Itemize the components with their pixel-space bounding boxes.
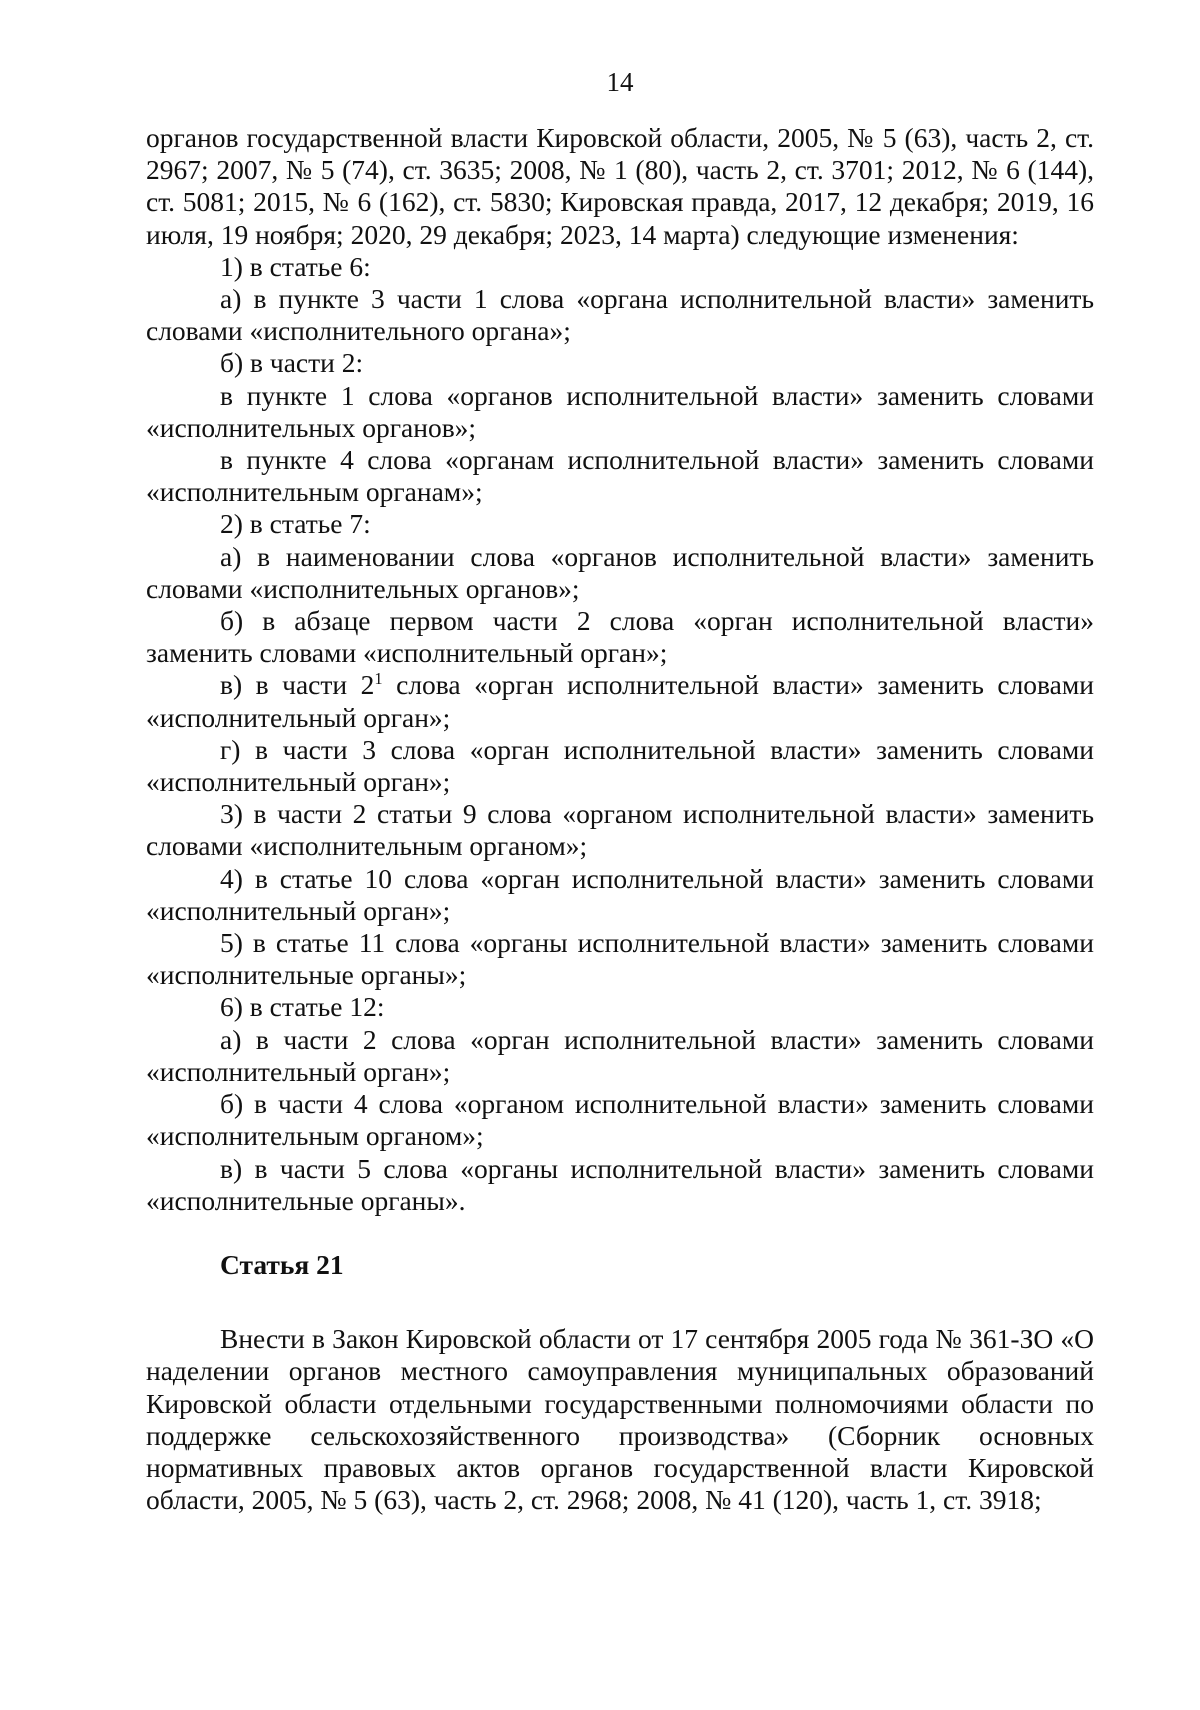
- paragraph-continuation: органов государственной власти Кировской области, 2005, № 5 (63), часть 2, ст. 2967; 2007, № 5 (74), ст. 3635; 2008, № 1 (80), часть 2, ст. 3701; 2012, № 6 (144), ст. 5081; 2015, № 6 (162), ст. 5830; Кировская правда, 2017, 12 декабря; 2019, 16 июля, 19 ноября; 2020, 29 декабря; 2023, 14 марта) следующие изменения:: [146, 122, 1094, 250]
- paragraph-item: 2) в статье 7:: [220, 508, 371, 540]
- paragraph-item: б) в части 4 слова «органом исполнительной власти» заменить словами «исполнительным органом»;: [146, 1088, 1094, 1152]
- paragraph-item: в пункте 4 слова «органам исполнительной власти» заменить словами «исполнительным органам»;: [146, 444, 1094, 508]
- paragraph-item: а) в части 2 слова «орган исполнительной власти» заменить словами «исполнительный орган»;: [146, 1023, 1094, 1087]
- paragraph-item: 3) в части 2 статьи 9 слова «органом исполнительной власти» заменить словами «исполнительным органом»;: [146, 798, 1094, 862]
- paragraph-item: 6) в статье 12:: [220, 991, 385, 1023]
- paragraph-item-superscript: [146, 669, 1094, 733]
- paragraph-item: 5) в статье 11 слова «органы исполнительной власти» заменить словами «исполнительные органы»;: [146, 927, 1094, 991]
- paragraph-item: а) в наименовании слова «органов исполнительной власти» заменить словами «исполнительных органов»;: [146, 540, 1094, 604]
- paragraph-item: 1) в статье 6:: [220, 250, 371, 282]
- article-heading: Статья 21: [220, 1248, 344, 1280]
- para-v-text-end: слова «орган исполнительной власти» заменить словами «исполнительный орган»;: [146, 669, 1094, 733]
- para-v-text-start: в) в части 2: [220, 669, 375, 701]
- paragraph-item: б) в абзаце первом части 2 слова «орган исполнительной власти» заменить словами «исполнительный орган»;: [146, 605, 1094, 669]
- paragraph-item: а) в пункте 3 части 1 слова «органа исполнительной власти» заменить словами «исполнительного органа»;: [146, 283, 1094, 347]
- article-paragraph: Внести в Закон Кировской области от 17 сентября 2005 года № 361-ЗО «О наделении органов местного самоуправления муниципальных образований Кировской области отдельными государственными полномочиями области по поддержке сельскохозяйственного производства» (Сборник основных нормативных правовых актов органов государственной власти Кировской области, 2005, № 5 (63), часть 2, ст. 2968; 2008, № 41 (120), часть 1, ст. 3918;: [146, 1323, 1094, 1516]
- document-body: [146, 122, 1094, 1516]
- paragraph-item: б) в части 2:: [220, 347, 364, 379]
- paragraph-item: г) в части 3 слова «орган исполнительной власти» заменить словами «исполнительный орган»;: [146, 733, 1094, 798]
- superscript-number: 1: [374, 669, 383, 689]
- page-number: 14: [606, 67, 634, 97]
- paragraph-item: 4) в статье 10 слова «орган исполнительной власти» заменить словами «исполнительный орган»;: [146, 862, 1094, 926]
- paragraph-item: в пункте 1 слова «органов исполнительной власти» заменить словами «исполнительных органов»;: [146, 379, 1094, 443]
- paragraph-item: в) в части 5 слова «органы исполнительной власти» заменить словами «исполнительные органы».: [146, 1152, 1094, 1216]
